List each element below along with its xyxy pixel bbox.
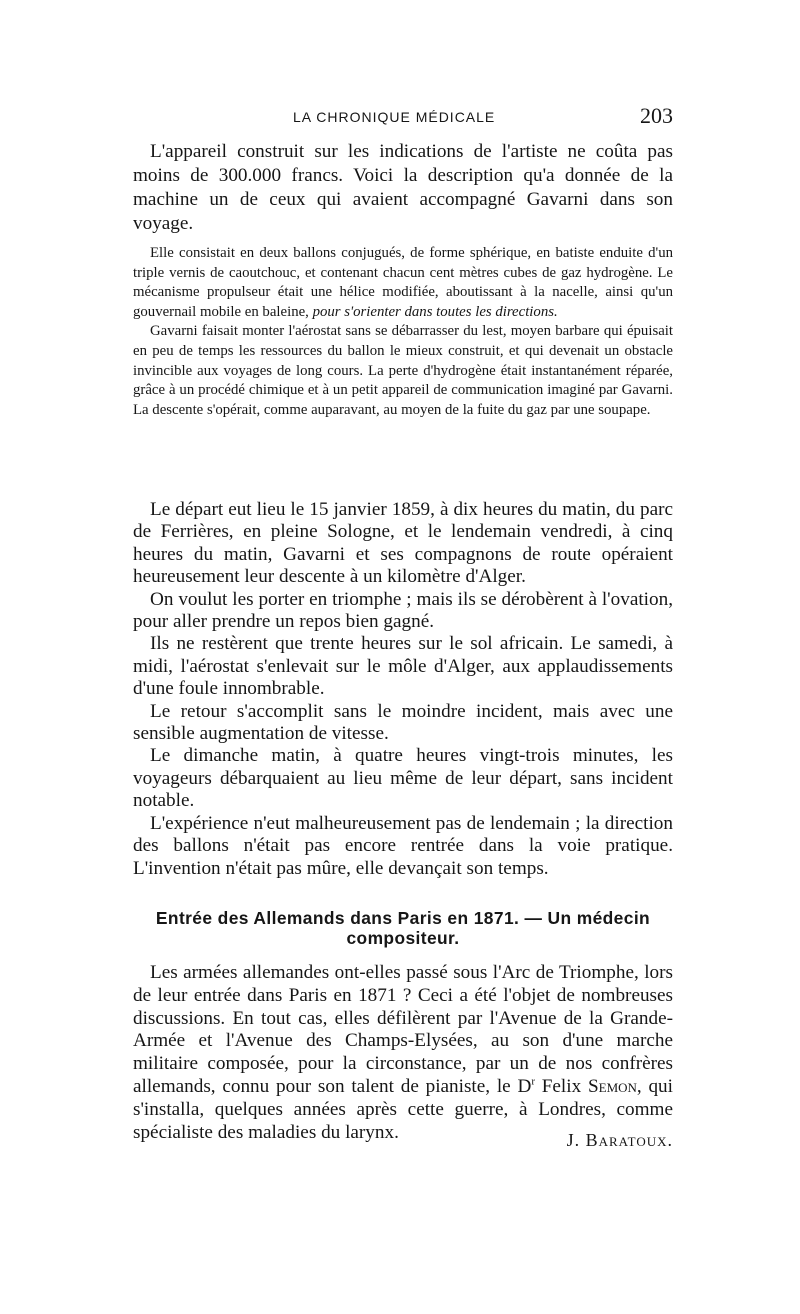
quoted-description [133,244,673,420]
page-number: 203 [640,103,673,128]
intro-block [133,140,673,236]
doctor-superscript: r [531,1075,535,1088]
narrative-paragraph-3: Ils ne restèrent que trente heures sur le sol africain. Le samedi, à midi, l'aérostat s'enlevait sur le môle d'Alger, aux applaudissements d'une foule innombrable. [133,633,673,700]
journal-title: LA CHRONIQUE MÉDICALE [293,109,496,125]
quote-paragraph-2: Gavarni faisait monter l'aérostat sans se débarrasser du lest, moyen barbare qui épuisait en peu de temps les ressources du ballon le mieux construit, et qui devenait un obstacle invincible aux voyages de long cours. La perte d'hydrogène était instantanément réparée, grâce à un procédé chimique et à un petit appareil de communication imaginé par Gavarni. La descente s'opérait, comme auparavant, au moyen de la fuite du gaz par une soupape. [133,323,673,418]
section-heading: Entrée des Allemands dans Paris en 1871. — Un médecin compositeur. [155,908,651,948]
section-paragraph-text: Les armées allemandes ont-elles passé sous l'Arc de Triomphe, lors de leur entrée dans Paris en 1871 ? Ceci a été l'objet de nombreuses discussions. En tout cas, elles défilèrent par l'Avenue de la Grande-Armée et l'Avenue des Champs-Elysées, au son d'une marche militaire composée, pour la circonstance, par un de nos confrères allemands, connu pour son talent de pianiste, le D [133,962,673,1097]
doctor-first-name: Felix [534,1075,588,1097]
section-paragraph-end: , qui s'installa, quelques années après cette guerre, à Londres, comme spécialiste des maladies du larynx. [133,1075,673,1143]
section-paragraph [133,962,673,1144]
quote-paragraph-1 [133,244,673,322]
quote-italic-phrase: pour s'orienter dans toutes les directions. [312,303,558,320]
narrative-block [133,499,673,880]
narrative-paragraph-6: L'expérience n'eut malheureusement pas de lendemain ; la direction des ballons n'était pas encore rentrée dans la voie pratique. L'invention n'était pas mûre, elle devançait son temps. [133,812,673,879]
quote-paragraph-1-text: Elle consistait en deux ballons conjugués, de forme sphérique, en batiste enduite d'un triple vernis de caoutchouc, et contenant chacun cent mètres cubes de gaz hydrogène. Le mécanisme propulseur était une hélice modifiée, aboutissant à la nacelle, ainsi qu'un gouvernail mobile en baleine, [133,245,673,320]
running-head [133,103,673,131]
doctor-surname: Semon [587,1075,637,1097]
narrative-paragraph-5: Le dimanche matin, à quatre heures vingt-trois minutes, les voyageurs débarquaient au lieu même de leur départ, sans incident notable. [133,745,673,812]
narrative-paragraph-4: Le retour s'accomplit sans le moindre incident, mais avec une sensible augmentation de vitesse. [133,700,673,745]
author-signature: J. Baratoux. [566,1130,673,1150]
narrative-paragraph-2: On voulut les porter en triomphe ; mais ils se dérobèrent à l'ovation, pour aller prendre un repos bien gagné. [133,588,673,633]
intro-paragraph: L'appareil construit sur les indications de l'artiste ne coûta pas moins de 300.000 francs. Voici la description qu'a donnée de la machine un de ceux qui avaient accompagné Gavarni dans son voyage. [133,141,673,234]
section-body [133,962,673,1144]
narrative-paragraph-1: Le départ eut lieu le 15 janvier 1859, à dix heures du matin, du parc de Ferrières, en pleine Sologne, et le lendemain vendredi, à cinq heures du matin, Gavarni et ses compagnons de route opéraient heureusement leur descente à un kilomètre d'Alger. [133,499,673,588]
